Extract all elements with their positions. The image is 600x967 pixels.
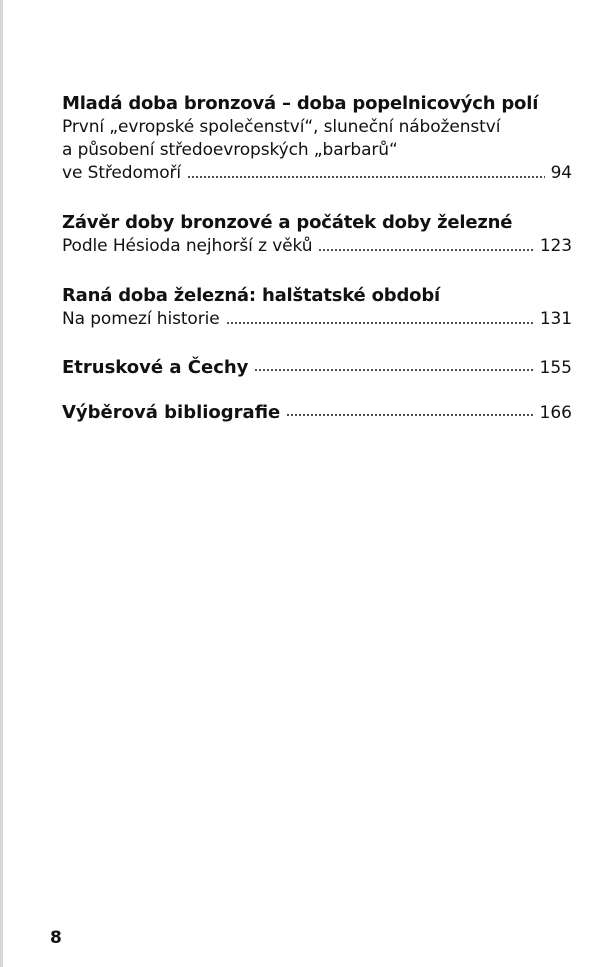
toc-row [62, 308, 572, 331]
page-ref: 123 [539, 236, 572, 256]
dot-leader [226, 321, 534, 325]
toc-subtitle-line: První „evropské společenství“, sluneční náboženství [62, 117, 501, 137]
toc-heading: Etruskové a Čechy [62, 357, 249, 378]
toc-heading: Výběrová bibliografie [62, 402, 281, 423]
toc-row [62, 402, 572, 423]
page-ref: 94 [550, 163, 572, 183]
dot-leader [286, 413, 533, 417]
page-ref: 131 [539, 309, 572, 329]
page-ref: 166 [539, 403, 572, 423]
toc-entry-early-iron-age [62, 284, 572, 331]
toc-entry-etruscans [62, 357, 572, 378]
toc-row [62, 235, 572, 258]
toc-entry-end-bronze-age [62, 211, 572, 258]
dot-leader [187, 175, 545, 179]
toc-row [62, 357, 572, 378]
toc-subtitle-line: Podle Hésioda nejhorší z věků [62, 236, 313, 256]
toc-entry-late-bronze-age [62, 92, 572, 185]
dot-leader [254, 368, 533, 372]
table-of-contents [62, 92, 572, 447]
page-edge [0, 0, 3, 967]
page-ref: 155 [539, 358, 572, 378]
toc-subtitle-line: ve Středomoří [62, 163, 182, 183]
toc-row [62, 162, 572, 185]
page-number: 8 [50, 928, 62, 948]
toc-heading: Závěr doby bronzové a počátek doby železné [62, 212, 513, 233]
toc-heading: Mladá doba bronzová – doba popelnicových polí [62, 93, 539, 114]
dot-leader [318, 248, 533, 252]
toc-heading: Raná doba železná: halštatské období [62, 285, 440, 306]
toc-entry-bibliography [62, 402, 572, 423]
toc-subtitle-line: Na pomezí historie [62, 309, 220, 329]
toc-subtitle-line: a působení středoevropských „barbarů“ [62, 140, 398, 160]
